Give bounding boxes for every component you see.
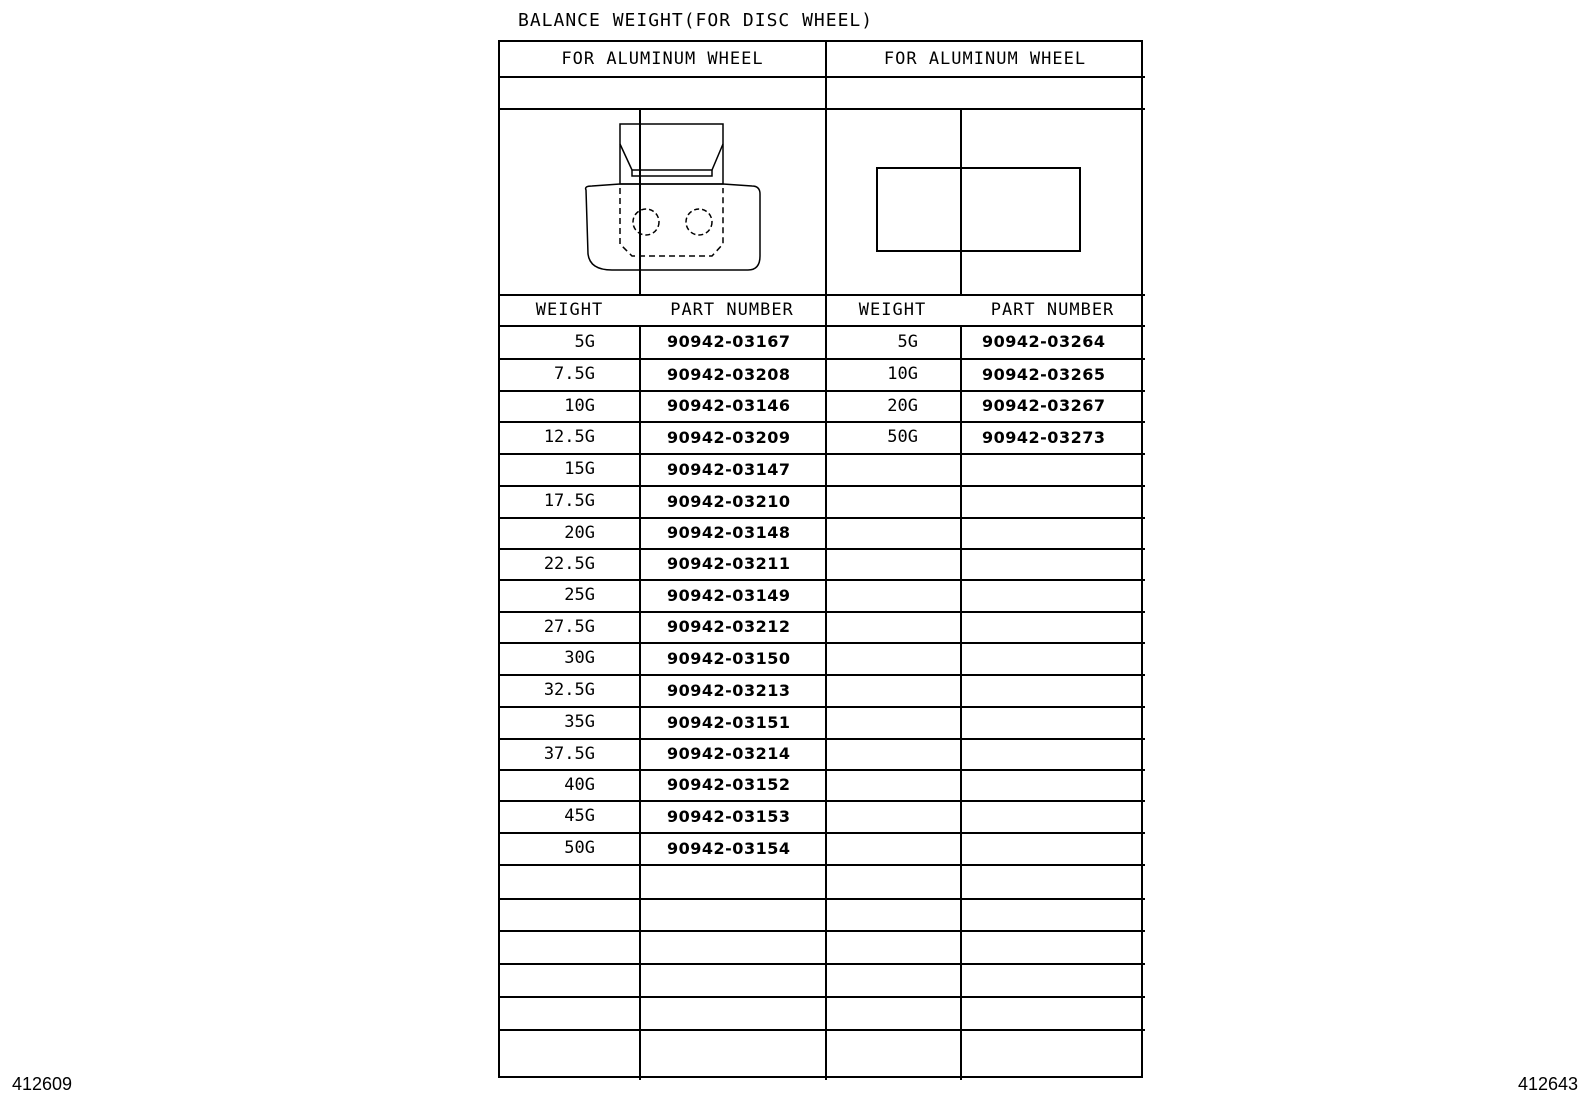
left-part-number-cell: 90942-03150 — [667, 648, 791, 668]
table-rule — [500, 963, 1145, 965]
table-rule — [500, 898, 1145, 900]
table-rule — [639, 108, 641, 294]
right-part-number-cell: 90942-03273 — [982, 427, 1106, 447]
left-weight-cell: 27.5G — [543, 616, 595, 637]
left-part-number-cell: 90942-03214 — [667, 744, 791, 763]
left-weight-cell: 50G — [564, 838, 595, 858]
left-weight-cell: 35G — [564, 712, 595, 732]
left-weight-cell: 12.5G — [543, 427, 595, 447]
left-weight-cell: 20G — [564, 522, 595, 543]
left-part-number-cell: 90942-03211 — [667, 554, 791, 573]
left-part-number-cell: 90942-03167 — [667, 332, 791, 351]
table-rule — [500, 864, 1145, 866]
left-part-number-cell: 90942-03209 — [667, 427, 791, 447]
left-part-number-cell: 90942-03153 — [667, 806, 791, 826]
table-rule — [500, 930, 1145, 932]
figure-id-right: 412643 — [1518, 1074, 1579, 1094]
right-part-number-cell: 90942-03265 — [982, 364, 1106, 384]
right-weight-cell: 5G — [897, 331, 918, 352]
left-weight-cell: 10G — [564, 395, 595, 416]
right-part-number-cell: 90942-03264 — [982, 332, 1106, 351]
table-rule — [825, 42, 827, 1080]
table-rule — [960, 325, 962, 1080]
left-weight-cell: 32.5G — [543, 680, 595, 700]
adhesive-weight-illustration — [875, 164, 1085, 254]
left-part-number-cell: 90942-03151 — [667, 712, 791, 732]
table-rule — [500, 996, 1145, 998]
left-col-part-header: PART NUMBER — [670, 299, 794, 320]
left-part-number-cell: 90942-03146 — [667, 396, 791, 415]
left-part-number-cell: 90942-03147 — [667, 459, 791, 479]
table-rule — [500, 108, 1145, 110]
table-rule — [500, 76, 1145, 78]
table-rule — [500, 1029, 1145, 1031]
left-weight-cell: 15G — [564, 459, 595, 479]
left-weight-cell: 22.5G — [543, 553, 595, 574]
left-part-number-cell: 90942-03154 — [667, 838, 791, 858]
left-part-number-cell: 90942-03152 — [667, 775, 791, 794]
right-col-part-header: PART NUMBER — [990, 299, 1115, 320]
right-weight-cell: 10G — [887, 364, 918, 384]
left-part-number-cell: 90942-03212 — [667, 617, 791, 636]
left-section-heading: FOR ALUMINUM WHEEL — [561, 49, 764, 69]
left-part-number-cell: 90942-03149 — [667, 585, 791, 605]
right-weight-cell: 20G — [887, 395, 918, 416]
page-title: BALANCE WEIGHT(FOR DISC WHEEL) — [518, 10, 874, 31]
left-part-number-cell: 90942-03208 — [667, 364, 791, 384]
left-weight-cell: 5G — [574, 331, 595, 352]
table-rule — [639, 325, 641, 1080]
left-col-weight-header: WEIGHT — [535, 299, 604, 320]
right-part-number-cell: 90942-03267 — [982, 396, 1106, 415]
balance-weight-table — [498, 40, 1143, 1078]
left-part-number-cell: 90942-03148 — [667, 523, 791, 542]
right-section-heading: FOR ALUMINUM WHEEL — [883, 49, 1087, 69]
left-weight-cell: 17.5G — [543, 491, 595, 511]
left-weight-cell: 25G — [564, 585, 595, 605]
right-col-weight-header: WEIGHT — [858, 299, 927, 320]
left-weight-cell: 7.5G — [554, 364, 595, 384]
table-rule — [960, 108, 962, 294]
left-part-number-cell: 90942-03213 — [667, 680, 791, 700]
left-weight-cell: 37.5G — [543, 743, 595, 764]
left-weight-cell: 30G — [564, 648, 595, 668]
clip-on-weight-illustration — [580, 118, 772, 278]
left-weight-cell: 45G — [564, 806, 595, 826]
left-part-number-cell: 90942-03210 — [667, 491, 791, 511]
right-weight-cell: 50G — [887, 427, 918, 447]
figure-id-left: 412609 — [12, 1074, 73, 1094]
left-weight-cell: 40G — [564, 774, 595, 795]
